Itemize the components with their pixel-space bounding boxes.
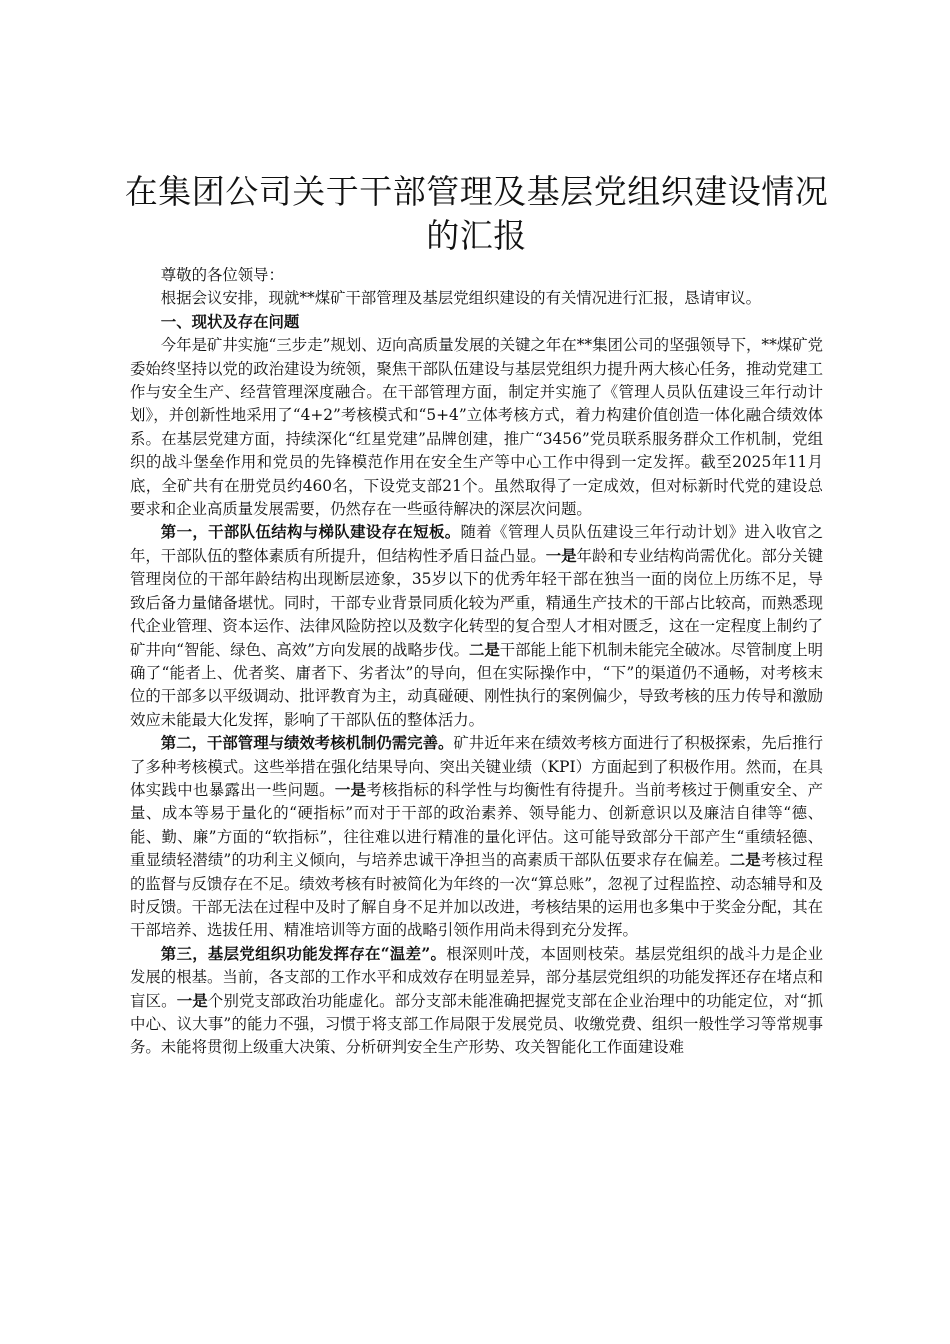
paragraph-text: 考核过程的监督与反馈存在不足。绩效考核有时被简化为年终的一次“算总账”，忽视了过程监控、动态辅导和及时反馈。干部无法在过程中及时了解自身不足并加以改进，考核结果的运用也多集中于奖金分配，其在干部培养、选拔任用、精准培训等方面的战略引领作用尚未得到充分发挥。 bbox=[130, 851, 823, 940]
section-heading: 一、现状及存在问题 bbox=[160, 312, 300, 331]
point-marker: 二是 bbox=[729, 851, 761, 870]
status-paragraph: 今年是矿井实施“三步走”规划、迈向高质量发展的关键之年在**集团公司的坚强领导下，**煤矿党委始终坚持以党的政治建设为统领，聚焦干部队伍建设与基层党组织力提升两大核心任务，推动党建工作与安全生产、经营管理深度融合。在干部管理方面，制定并实施了《管理人员队伍建设三年行动计划》，并创新性地采用了“4+2”考核模式和“5+4”立体考核方式，着力构建价值创造一体化融合绩效体系。在基层党建方面，持续深化“红星党建”品牌创建，推广“3456”党员联系服务群众工作机制，党组织的战斗堡垒作用和党员的先锋模范作用在安全生产等中心工作中得到一定发挥。截至2025年11月底，全矿共有在册党员约460名，下设党支部21个。虽然取得了一定成效，但对标新时代党的建设总要求和企业高质量发展需要，仍然存在一些亟待解决的深层次问题。 bbox=[130, 336, 823, 519]
document-page bbox=[124, 170, 829, 1060]
paragraph-first-issue bbox=[130, 521, 823, 732]
paragraph-text: 矿井近年来在绩效考核方面进行了积极探索，先后推行了多种考核模式。这些举措在强化结果导向、突出关键业绩（KPI）方面起到了积极作用。然而，在具体实践中也暴露出一些问题。 bbox=[130, 734, 823, 799]
point-marker: 一是 bbox=[334, 780, 367, 799]
intro-paragraph: 根据会议安排，现就**煤矿干部管理及基层党组织建设的有关情况进行汇报，恳请审议。 bbox=[160, 289, 762, 308]
point-marker: 一是 bbox=[176, 991, 208, 1010]
paragraph-text: 考核指标的科学性与均衡性有待提升。当前考核过于侧重安全、产量、成本等易于量化的“硬指标”而对于干部的政治素养、领导能力、创新意识以及廉洁自律等“德、能、勤、廉”方面的“软指标”，往往难以进行精准的量化评估。这可能导致部分干部产生“重绩轻德、重显绩轻潜绩”的功利主义倾向，与培养忠诚干净担当的高素质干部队伍要求存在偏差。 bbox=[130, 780, 823, 870]
salutation: 尊敬的各位领导： bbox=[160, 266, 284, 284]
paragraph-text: 个别党支部政治功能虚化。部分支部未能准确把握党支部在企业治理中的功能定位，对“抓中心、议大事”的能力不强，习惯于将支部工作局限于发展党员、收缴党费、组织一般性学习等常规事务。未能将贯彻上级重大决策、分析研判安全生产形势、攻关智能化工作面建设难 bbox=[130, 991, 823, 1057]
paragraph-third-issue bbox=[130, 943, 823, 1060]
paragraph-text: 干部能上能下机制未能完全破冰。尽管制度上明确了“能者上、优者奖、庸者下、劣者汰”的导向，但在实际操作中，“下”的渠道仍不通畅，对考核末位的干部多以平级调动、批评教育为主，动真碰硬、刚性执行的案例偏少，导致考核的压力传导和激励效应未能最大化发挥，影响了干部队伍的整体活力。 bbox=[130, 640, 823, 729]
point-marker: 一是 bbox=[545, 546, 577, 565]
document-title: 在集团公司关于干部管理及基层党组织建设情况的汇报 bbox=[124, 172, 829, 255]
paragraph-text: 随着《管理人员队伍建设三年行动计划》进入收官之年，干部队伍的整体素质有所提升，但结构性矛盾日益凸显。 bbox=[130, 523, 823, 565]
paragraph-text: 根深则叶茂，本固则枝荣。基层党组织的战斗力是企业发展的根基。当前，各支部的工作水平和成效存在明显差异，部分基层党组织的功能发挥还存在堵点和盲区。 bbox=[130, 944, 823, 1010]
paragraph-lead: 第一，干部队伍结构与梯队建设存在短板。 bbox=[160, 523, 461, 542]
point-marker: 二是 bbox=[468, 640, 500, 659]
paragraph-lead: 第二，干部管理与绩效考核机制仍需完善。 bbox=[160, 734, 454, 753]
paragraph-second-issue bbox=[130, 732, 823, 943]
paragraph-text: 年龄和专业结构尚需优化。部分关键管理岗位的干部年龄结构出现断层迹象，35岁以下的优秀年轻干部在独当一面的岗位上历练不足，导致后备力量储备堪忧。同时，干部专业背景同质化较为严重，精通生产技术的干部占比较高，而熟悉现代企业管理、资本运作、法律风险防控以及数字化转型的复合型人才相对匮乏，这在一定程度上制约了矿井向“智能、绿色、高效”方向发展的战略步伐。 bbox=[130, 546, 823, 659]
paragraph-lead: 第三，基层党组织功能发挥存在“温差”。 bbox=[160, 944, 447, 963]
